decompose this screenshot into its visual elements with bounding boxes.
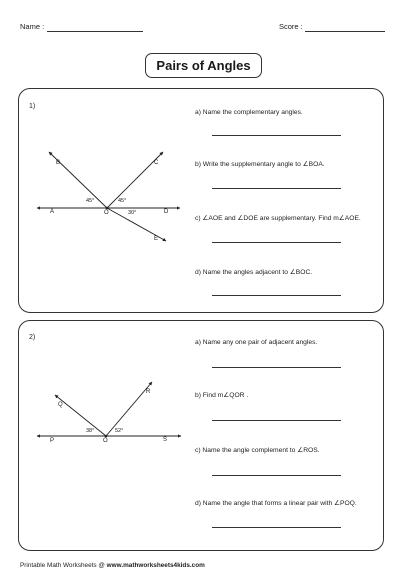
p1-question-c: c) ∠AOE and ∠DOE are supplementary. Find m∠AOE. bbox=[195, 215, 361, 222]
label-b: B bbox=[56, 160, 61, 166]
footer-site-link[interactable]: www.mathworksheets4kids.com bbox=[106, 562, 205, 569]
p1-question-a: a) Name the complementary angles. bbox=[195, 109, 303, 116]
problem-2-number: 2) bbox=[29, 334, 36, 341]
label-o-2: O bbox=[103, 438, 108, 444]
p1-answer-d[interactable] bbox=[212, 295, 341, 296]
p2-question-a: a) Name any one pair of adjacent angles. bbox=[195, 339, 318, 346]
p1-question-b: b) Write the supplementary angle to ∠BOA. bbox=[195, 161, 325, 168]
page-title: Pairs of Angles bbox=[145, 53, 262, 78]
problem-2-panel bbox=[18, 320, 384, 551]
angle-ros-value: 52° bbox=[115, 428, 124, 434]
angle-boa-value: 45° bbox=[86, 198, 95, 204]
point-o-1 bbox=[106, 207, 109, 210]
label-s: S bbox=[163, 437, 168, 443]
angle-cod-value: 45° bbox=[118, 198, 127, 204]
angle-doe-value: 30° bbox=[128, 210, 137, 216]
label-p: P bbox=[50, 438, 55, 444]
p2-question-c: c) Name the angle complement to ∠ROS. bbox=[195, 447, 320, 454]
angle-qop-value: 38° bbox=[86, 428, 95, 434]
footer bbox=[20, 562, 205, 569]
label-e: E bbox=[154, 236, 159, 242]
problem-1-number: 1) bbox=[29, 103, 36, 110]
p2-answer-b[interactable] bbox=[212, 420, 341, 421]
label-d: D bbox=[164, 209, 169, 215]
label-q: Q bbox=[58, 402, 63, 408]
p1-answer-a[interactable] bbox=[212, 135, 341, 136]
label-a: A bbox=[50, 209, 55, 215]
label-o-1: O bbox=[104, 210, 109, 216]
p1-question-d: d) Name the angles adjacent to ∠BOC. bbox=[195, 269, 313, 276]
p2-question-d: d) Name the angle that forms a linear pair with ∠POQ. bbox=[195, 500, 357, 507]
p2-answer-c[interactable] bbox=[212, 475, 341, 476]
p1-answer-c[interactable] bbox=[212, 242, 341, 243]
label-r: R bbox=[146, 389, 151, 395]
p2-answer-a[interactable] bbox=[212, 367, 341, 368]
name-label: Name : bbox=[20, 22, 45, 31]
label-c: C bbox=[154, 160, 159, 166]
p2-answer-d[interactable] bbox=[212, 527, 341, 528]
p1-answer-b[interactable] bbox=[212, 188, 341, 189]
p2-question-b: b) Find m∠QOR . bbox=[195, 392, 249, 399]
footer-prefix: Printable Math Worksheets @ bbox=[20, 562, 105, 569]
score-label: Score : bbox=[279, 22, 303, 31]
